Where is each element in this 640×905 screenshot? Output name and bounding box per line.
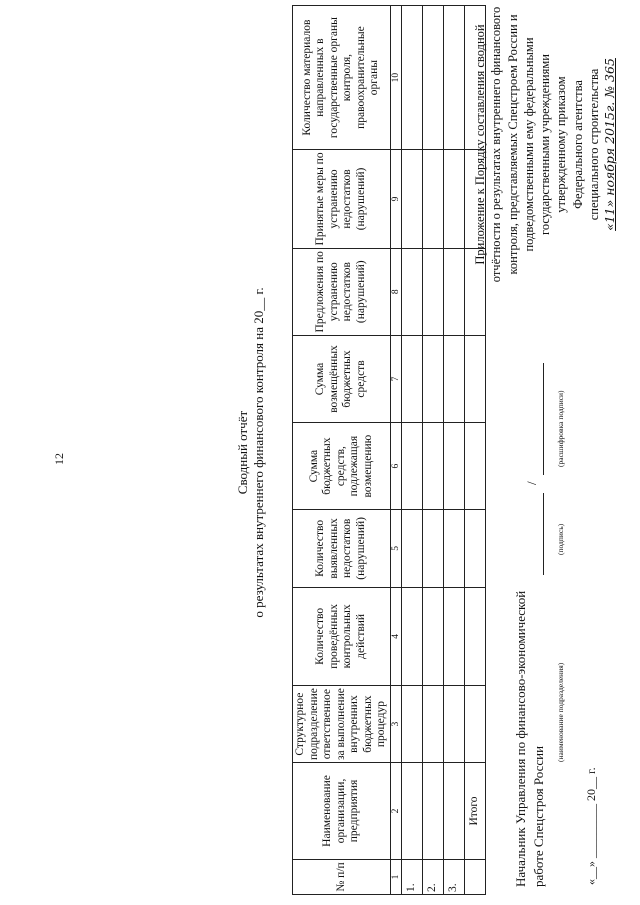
header-control-actions: Количество проведённых контрольных действий <box>293 587 391 686</box>
signature-line <box>542 493 544 575</box>
table-row <box>443 6 464 895</box>
appendix-line: государственными учреждениями <box>538 54 553 235</box>
table-cell <box>464 423 485 510</box>
header-organization: Наименование организации, предприятия <box>293 763 391 860</box>
table-cell <box>422 150 443 248</box>
table-cell <box>464 335 485 422</box>
header-structural-unit: Структурное подразделение ответственное за выполнение внутренних бюджетных процедур <box>293 686 391 763</box>
appendix-order-date: «11» ноября 2015г. № 365 <box>602 58 618 231</box>
header-amount-to-refund: Сумма бюджетных средств, подлежащая возмещению <box>293 423 391 510</box>
report-date: «__» _________ 20__ г. <box>584 767 598 885</box>
column-number: 8 <box>390 248 401 335</box>
table-cell <box>443 686 464 763</box>
column-number: 5 <box>390 510 401 588</box>
header-amount-refunded: Сумма возмещённых бюджетных средств <box>293 335 391 422</box>
total-row <box>464 6 485 895</box>
table-cell <box>443 248 464 335</box>
column-number: 7 <box>390 335 401 422</box>
table-cell <box>401 587 422 686</box>
table-cell <box>443 6 464 150</box>
appendix-line: специального строительства <box>587 68 602 221</box>
header-materials-sent: Количество материалов направленных в государственные органы контроля, правоохранительные органы <box>293 6 391 150</box>
table-cell <box>401 150 422 248</box>
signature-caption: (подпись) <box>556 523 565 555</box>
column-number: 6 <box>390 423 401 510</box>
decoding-caption: (расшифровка подписи) <box>556 390 565 467</box>
table-cell <box>443 150 464 248</box>
table-cell <box>464 6 485 150</box>
table-cell <box>422 510 443 588</box>
column-number: 2 <box>390 763 401 860</box>
appendix-line: утвержденному приказом <box>554 76 569 213</box>
table-cell <box>464 859 485 894</box>
table-cell <box>401 335 422 422</box>
appendix-note <box>472 2 619 287</box>
table-cell <box>422 763 443 860</box>
table-row <box>401 6 422 895</box>
table-cell <box>401 248 422 335</box>
table-cell <box>401 423 422 510</box>
column-number: 9 <box>390 150 401 248</box>
table-cell <box>422 686 443 763</box>
column-number: 3 <box>390 686 401 763</box>
signer-position: Начальник Управления по финансово-экономической работе Спецстроя России <box>513 590 546 887</box>
table-cell <box>464 510 485 588</box>
table-cell <box>422 335 443 422</box>
report-title-sub: о результатах внутреннего финансового контроля на 20__ г. <box>251 287 266 618</box>
report-title <box>235 180 267 725</box>
table-cell <box>401 686 422 763</box>
table-cell <box>422 6 443 150</box>
appendix-line: отчётности о результатах внутреннего финансового <box>489 6 504 283</box>
row-number: 1. <box>401 859 422 894</box>
header-measures-taken: Принятые меры по устранению недостатков (нарушений) <box>293 150 391 248</box>
header-row-number: № п/п <box>293 859 391 894</box>
appendix-line: подведомственными ему федеральными <box>521 37 536 252</box>
column-number: 4 <box>390 587 401 686</box>
table-cell <box>401 6 422 150</box>
report-table <box>292 5 486 895</box>
table-cell <box>443 335 464 422</box>
appendix-line: Приложение к Порядку составления сводной <box>473 24 487 265</box>
table-cell <box>422 248 443 335</box>
table-cell <box>443 587 464 686</box>
column-number: 10 <box>390 6 401 150</box>
table-cell <box>401 510 422 588</box>
appendix-line: контроля, представляемых Спецстроем России и <box>505 14 520 275</box>
row-number: 3. <box>443 859 464 894</box>
table-cell <box>443 423 464 510</box>
table-cell <box>464 686 485 763</box>
table-row <box>422 6 443 895</box>
row-number: 2. <box>422 859 443 894</box>
total-label: Итого <box>464 763 485 860</box>
unit-caption: (наименование подразделения) <box>556 662 565 762</box>
report-title-main: Сводный отчёт <box>235 410 250 495</box>
table-cell <box>464 587 485 686</box>
table-cell <box>443 510 464 588</box>
table-cell <box>464 150 485 248</box>
table-cell <box>401 763 422 860</box>
column-numbers-row <box>390 6 401 895</box>
table-cell <box>422 423 443 510</box>
column-number: 1 <box>390 859 401 894</box>
table-cell <box>422 587 443 686</box>
table-cell <box>464 248 485 335</box>
signature-slash: / <box>524 481 539 485</box>
table-cell <box>443 763 464 860</box>
header-violations-found: Количество выявленных недостатков (нарушений) <box>293 510 391 588</box>
signature-decoding-line <box>542 363 544 475</box>
appendix-line: Федерального агентства <box>570 80 585 209</box>
page-number: 12 <box>52 453 66 465</box>
header-proposals: Предложения по устранению недостатков (нарушений) <box>293 248 391 335</box>
